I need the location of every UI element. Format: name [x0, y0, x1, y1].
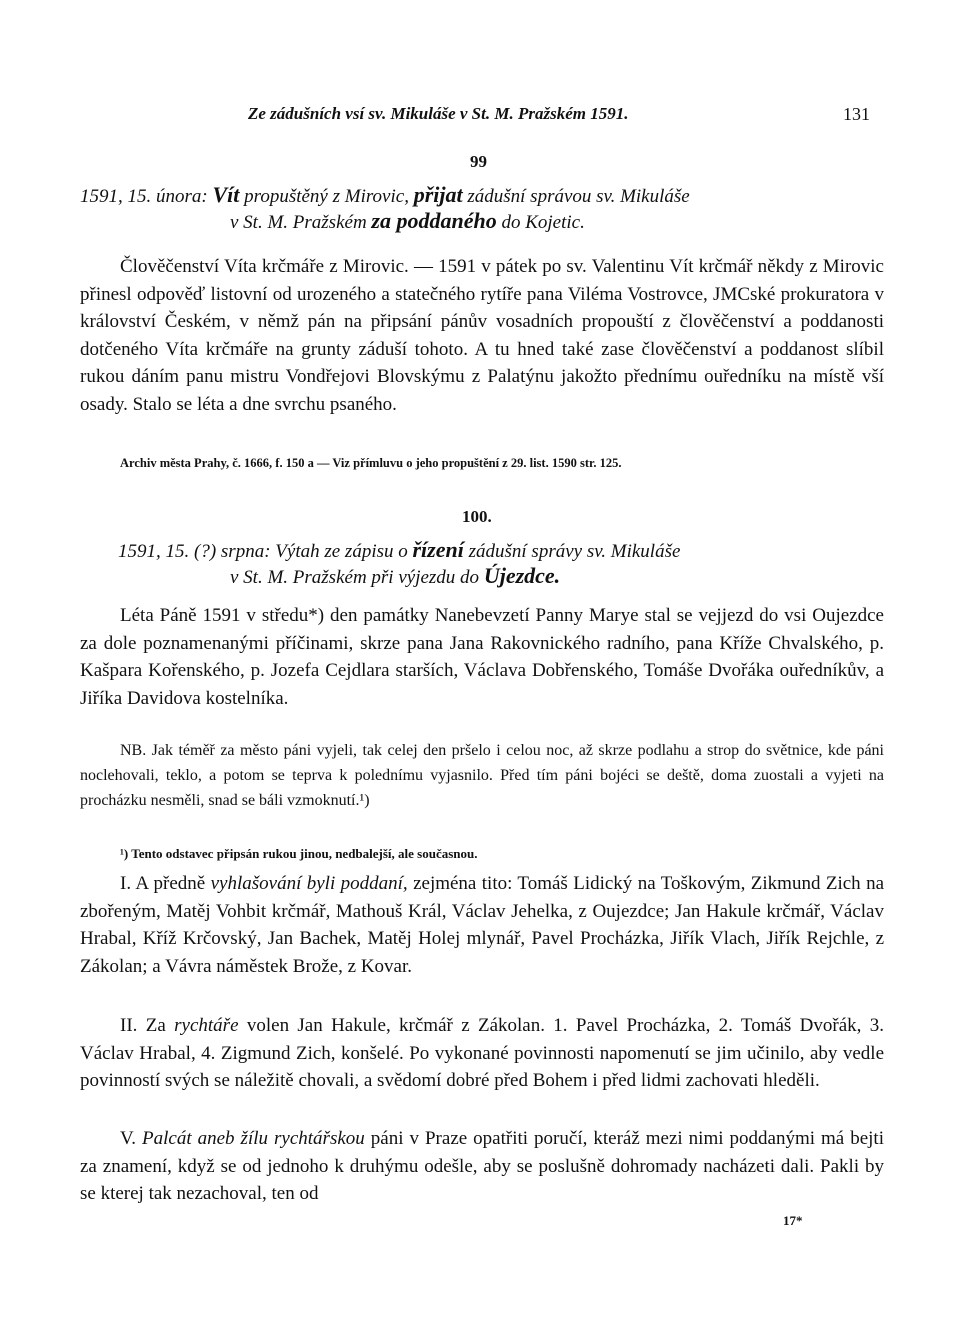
paragraph-italic: rychtáře [174, 1015, 239, 1036]
paragraph-text: volen Jan Hakule, krčmář z Zákolan. 1. Pavel Procházka, 2. Tomáš Dvořák, 3. Václav Hrabal, 4. Zigmund Zich, konšelé. Po vykonané povinnosti napomenutí se jim učinilo, aby vedle povinností svých se náležitě chovali, a svědomí dobré před Bohem i před lidmi zachovati hleděli. [80, 1015, 884, 1091]
heading-keyword: řízení [412, 537, 464, 562]
heading-text: do Kojetic. [501, 212, 585, 233]
heading-keyword: Újezdce. [483, 563, 561, 588]
paragraph-italic: vyhlašování byli poddaní, [210, 873, 408, 894]
signature-mark: 17* [783, 1213, 803, 1228]
paragraph-text: páni v Praze opatřiti poručí, kteráž mezi nimi poddanými má bejti za znamení, když se od jednoho k druhýmu odešle, aby se poslušně dohromady nacházeti dali. Pakli by se kterej tak nezachoval, ten od [80, 1128, 884, 1204]
heading-text: propuštěný z Mirovic, [244, 186, 409, 207]
heading-text: v St. M. Pražském [230, 212, 367, 233]
heading-keyword: za poddaného [371, 208, 497, 233]
paragraph [80, 1012, 884, 1095]
heading-name: Vít [212, 182, 240, 207]
page-number: 131 [843, 104, 870, 124]
paragraph [80, 870, 884, 980]
document-number: 100. [462, 507, 492, 526]
footnote: ¹) Tento odstavec připsán rukou jinou, nedbalejší, ale současnou. [120, 846, 478, 861]
paragraph: Léta Páně 1591 v středu*) den památky Nanebevzetí Panny Marye stal se vejjezd do vsi Oujezdce za dole poznamenanými příčinami, skrze pana Jana Rakovnického radního, pana Kříže Chvalského, p. Kašpara Kořenského, p. Jozefa Cejdlara starších, Václava Dobřenského, Tomáše Dvořáka ouředníkův, a Jiříka Davidova kostelníka. [80, 605, 884, 709]
paragraph-text: zejména tito: Tomáš Lidický na Toškovým, Zikmund Zich na zbořeným, Matěj Vohbit krčmář, Mathouš Král, Václav Jehelka, z Oujezdce; Jan Hakule krčmář, Václav Hrabal, Kříž Krčovský, Jan Bachek, Matěj Holej mlynář, Pavel Procházka, Jiřík Vlach, Jiřík Rejchle, z Zákolan; a Vávra náměstek Brože, z Kovar. [80, 873, 884, 977]
paragraph-italic: Palcát aneb žílu rychtářskou [142, 1128, 365, 1149]
heading-text: zádušní správy sv. Mikuláše [468, 541, 681, 562]
paragraph-lead: V. [120, 1128, 137, 1149]
document-body: Člověčenství Víta krčmáře z Mirovic. — 1591 v pátek po sv. Valentinu Vít krčmář někdy z Mirovic přinesl odpověď listovní od urozeného a statečného rytíře pana Viléma Vostrovce, JMCské prokuratora v království Českém, v němž pán na připsání pánův vosadních propouští z člověčenství a poddanosti dotčeného Víta krčmáře na grunty záduší tohoto. A tu hned také zase člověčenství a poddanost slíbil rukou dáním panu mistru Vondřejovi Blovskýmu z Palatýnu jakožto přednímu ouředníku na místě vší osady. Stalo se léta a dne svrchu psaného. [80, 256, 884, 415]
heading-text: v St. M. Pražském při výjezdu do [230, 567, 480, 588]
document-number: 99 [470, 152, 487, 171]
running-title: Ze zádušních vsí sv. Mikuláše v St. M. Pražském 1591. [248, 104, 629, 123]
document-heading [118, 538, 888, 590]
nb-paragraph: NB. Jak téměř za město páni vyjeli, tak celej den pršelo i celou noc, až skrze podlahu a strop do světnice, kde páni noclehovali, teklo, a potom se teprva k polednímu vyjasnilo. Před tím páni bojéci se deště, doma zuostali a vyjeti na procházku nesměli, snad se báli vzmoknutí.¹) [80, 742, 884, 809]
heading-text: zádušní správou sv. Mikuláše [467, 186, 690, 207]
heading-date: 1591, 15. (?) srpna: [118, 541, 271, 562]
paragraph-lead: II. Za [120, 1015, 166, 1036]
heading-date: 1591, 15. února: [80, 186, 208, 207]
document-heading [80, 183, 890, 235]
archival-source: Archiv města Prahy, č. 1666, f. 150 a — Viz přímluvu o jeho propuštění z 29. list. 1590 str. 125. [120, 456, 622, 470]
heading-keyword: přijat [413, 182, 463, 207]
paragraph-lead: I. A předně [120, 873, 206, 894]
heading-text: Výtah ze zápisu o [275, 541, 408, 562]
paragraph [80, 1125, 884, 1208]
